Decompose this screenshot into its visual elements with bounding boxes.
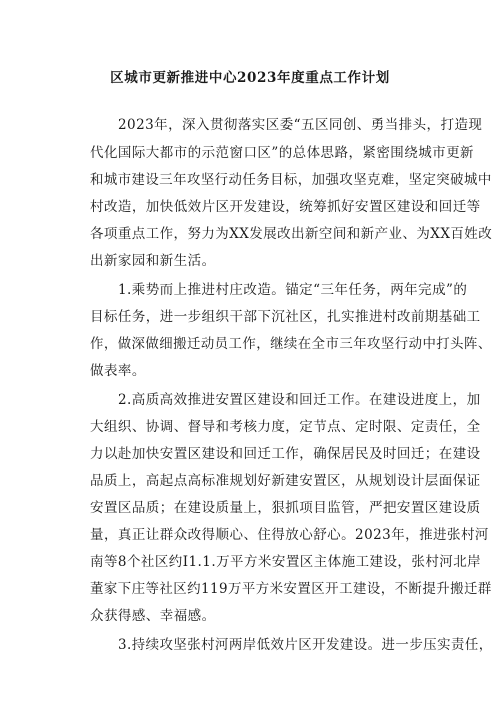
paragraph-line: 作，做深做细搬迁动员工作，继续在全市三年攻坚行动中打头阵、 [90,336,492,352]
paragraph-line: 南等8个社区约I1.1.万平方米安置区主体施工建设，张村河北岸 [90,554,482,570]
paragraph-line: 目标任务，进一步组织干部下沉社区，扎实推进村改前期基础工 [90,309,481,325]
document-title: 区城市更新推进中心2023年度重点工作计划 [110,70,390,86]
paragraph-line: 众获得感、幸福感。 [90,608,216,624]
paragraph-line: 1.乘势而上推进村庄改造。锚定“三年任务，两年完成”的 [118,282,468,298]
paragraph-line: 出新家园和新生活。 [90,253,216,269]
paragraph-line: 2023年，深入贯彻落实区委“五区同创、勇当排头，打造现 [118,117,483,133]
paragraph-line: 2.高质高效推进安置区建设和回迁工作。在建设进度上，加 [118,392,481,408]
paragraph-line: 董家下庄等社区约119万平方米安置区开工建设，不断提升搬迁群 [90,581,492,597]
paragraph-line: 大组织、协调、督导和考核力度，定节点、定时限、定责任，全 [90,419,481,435]
paragraph-line: 品质上，高起点高标准规划好新建安置区，从规划设计层面保证 [90,473,481,489]
paragraph-line: 安置区品质；在建设质量上，狠抓项目监管，严把安置区建设质 [90,500,481,516]
paragraph-line: 村改造，加快低效片区开发建设，统筹抓好安置区建设和回迁等 [90,199,481,215]
paragraph-line: 做表率。 [90,363,146,379]
paragraph-line: 代化国际大都市的示范窗口区”的总体思路，紧密围绕城市更新 [90,145,475,161]
paragraph-line: 3.持续攻坚张村河两岸低效片区开发建设。进一步压实责任， [118,637,493,653]
paragraph-line: 和城市建设三年攻坚行动任务目标，加强攻坚克难，坚定突破城中 [90,172,492,188]
paragraph-line: 量，真正让群众改得顺心、住得放心舒心。2023年，推进张村河 [90,527,489,543]
paragraph-line: 各项重点工作，努力为XX发展改出新空间和新产业、为XX百姓改 [90,226,493,242]
paragraph-line: 力以赴加快安置区建设和回迁工作，确保居民及时回迁；在建设 [90,446,481,462]
